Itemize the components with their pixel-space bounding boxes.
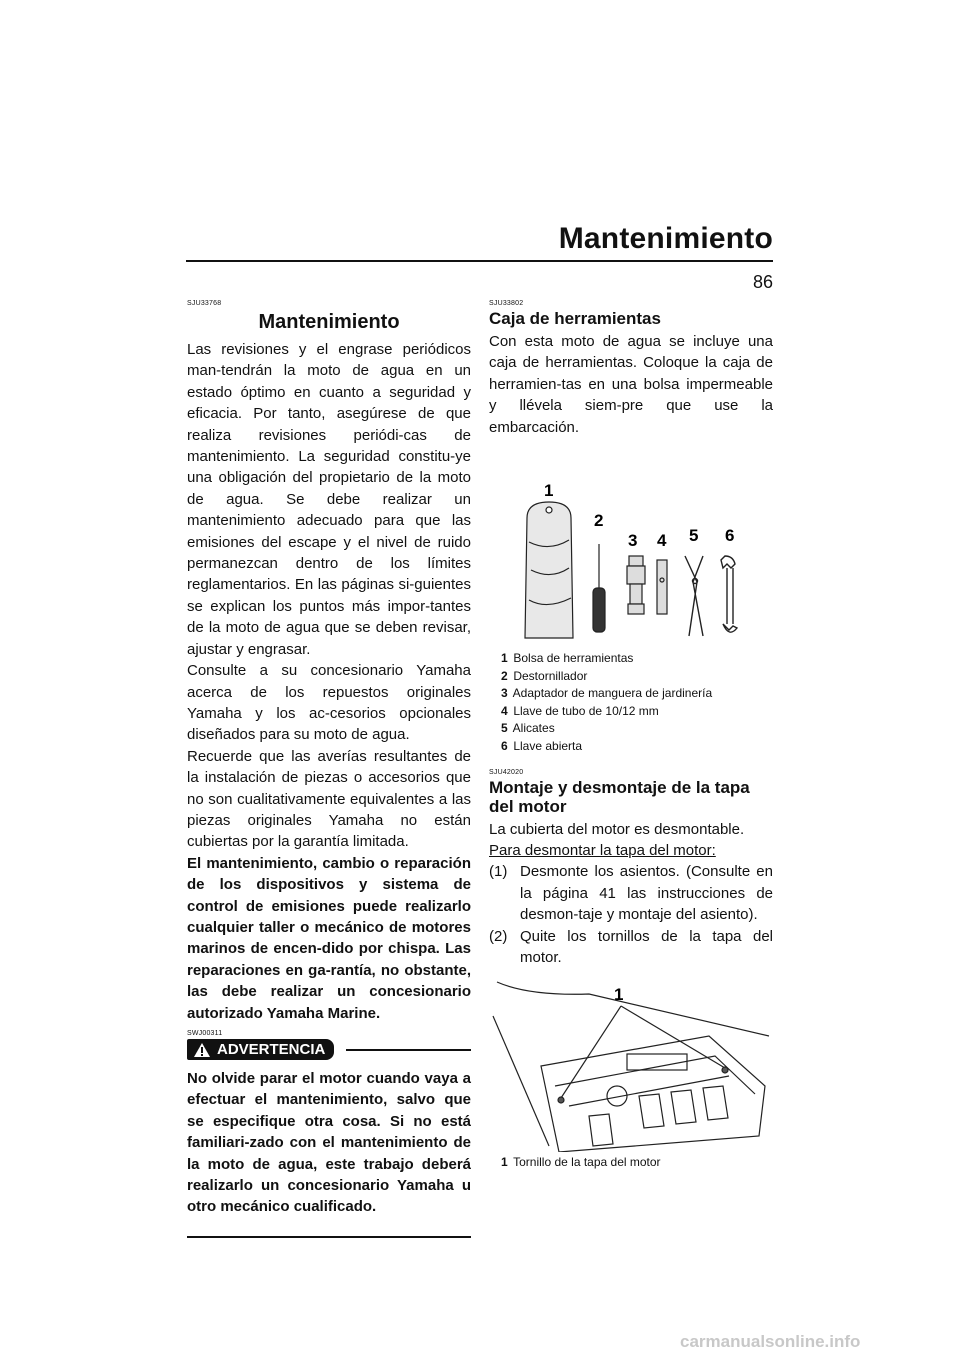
socket-wrench-icon — [657, 560, 667, 614]
callout-2: 2 — [594, 511, 604, 531]
page-header-title: Mantenimiento — [558, 222, 773, 255]
legend-item: 5 Alicates — [501, 721, 555, 736]
left-column — [187, 300, 471, 1238]
legend-item: 3 Adaptador de manguera de jardinería — [501, 686, 713, 701]
header-rule — [186, 260, 773, 262]
section-heading: Caja de herramientas — [489, 309, 661, 328]
engine-callout-1: 1 — [614, 985, 624, 1005]
watermark: carmanualsonline.info — [680, 1332, 861, 1351]
warning-box — [187, 1030, 471, 1238]
section-code: SJU33768 — [187, 300, 222, 307]
legend-item: 6 Llave abierta — [501, 739, 583, 753]
callout-1: 1 — [544, 481, 554, 501]
section-code: SJU33802 — [489, 300, 524, 307]
section-heading: Montaje y desmontaje de la tapa del motor — [489, 777, 750, 816]
screwdriver-icon — [593, 544, 605, 632]
right-column — [489, 300, 773, 1172]
engine-cover-icon — [493, 982, 769, 1152]
paragraph: Consulte a su concesionario Yamaha acerca de los repuestos originales Yamaha y los ac-cesorios opcionales diseñados para su moto de agua. — [187, 662, 471, 744]
engine-cover-illustration — [489, 976, 773, 1152]
paragraph: La cubierta del motor es desmontable. — [489, 820, 745, 838]
subheading: Para desmontar la tapa del motor: — [489, 842, 716, 859]
warning-label: ADVERTENCIA — [217, 1041, 326, 1058]
callout-6: 6 — [725, 526, 735, 546]
hose-adapter-icon — [627, 556, 645, 614]
tool-bag-icon — [525, 502, 573, 638]
engine-legend — [501, 1154, 773, 1172]
legend-item: 2 Destornillador — [501, 668, 588, 683]
legend-item: 1 Tornillo de la tapa del motor — [501, 1155, 661, 1170]
paragraph: Las revisiones y el engrase periódicos man-tendrán la moto de agua en un estado óptimo en cuanto a seguridad y eficacia. Por tanto, asegúrese de que realiza revisiones periódi-cas de mantenimiento. La seguridad constitu-ye una obligación del propietario de la moto de agua. Se debe realizar un mantenimiento adecuado para que las emisiones del escape y el nivel de ruido permanezcan dentro de los límites reglamentarios. En las páginas si-guientes se explican los puntos más impor-tantes de la moto de agua que se deben revisar, ajustar y engrasar. — [187, 341, 471, 658]
legend-item: 1 Bolsa de herramientas — [501, 651, 634, 666]
step-item: (2) Quite los tornillos de la tapa del motor. — [489, 927, 773, 967]
warning-text: No olvide parar el motor cuando vaya a efectuar el mantenimiento, salvo que se especifique otra cosa. Si no está familiari-zado con el mantenimiento de la moto de agua, este trabajo deberá realizarlo un concesionario Yamaha u otro mecánico cualificado. — [187, 1070, 471, 1216]
bold-paragraph: El mantenimiento, cambio o reparación de los dispositivos y sistema de control de emisiones puede realizarlo cualquier taller o mecánico de motores marinos de encen-dido por chispa. Las reparaciones en ga-rantía, no obstante, las debe realizar un concesionario autorizado Yamaha Marine. — [187, 854, 471, 1022]
paragraph: Con esta moto de agua se incluye una caja de herramientas. Coloque la caja de herramien-tas en una bolsa impermeable y llévela siem-pre que use la embarcación. — [489, 333, 773, 436]
section-code: SJU42020 — [489, 768, 524, 776]
warning-top-rule — [346, 1049, 471, 1051]
step-item: (1) Desmonte los asientos. (Consulte en la página 41 las instrucciones de desmon-taje y montaje del asiento). — [489, 863, 773, 924]
warning-badge — [187, 1039, 334, 1060]
paragraph: Recuerde que las averías resultantes de la instalación de piezas o accesorios que no son cualitativamente equivalentes a las piezas originales Yamaha no están cubiertas por la garantía limitada. — [187, 747, 471, 851]
pliers-icon — [685, 556, 703, 636]
warning-bottom-rule — [187, 1236, 471, 1238]
callout-4: 4 — [657, 531, 667, 551]
warning-code: SWJ00311 — [187, 1030, 223, 1037]
warning-triangle-icon — [193, 1042, 211, 1058]
toolkit-illustration — [489, 460, 773, 644]
callout-3: 3 — [628, 531, 638, 551]
legend-item: 4 Llave de tubo de 10/12 mm — [501, 703, 659, 718]
toolkit-figure — [489, 460, 773, 644]
open-wrench-icon — [721, 556, 737, 632]
section-heading: Mantenimiento — [258, 311, 400, 333]
engine-cover-figure — [489, 976, 773, 1152]
callout-5: 5 — [689, 526, 699, 546]
toolkit-legend — [501, 650, 773, 756]
page-number: 86 — [752, 272, 773, 292]
